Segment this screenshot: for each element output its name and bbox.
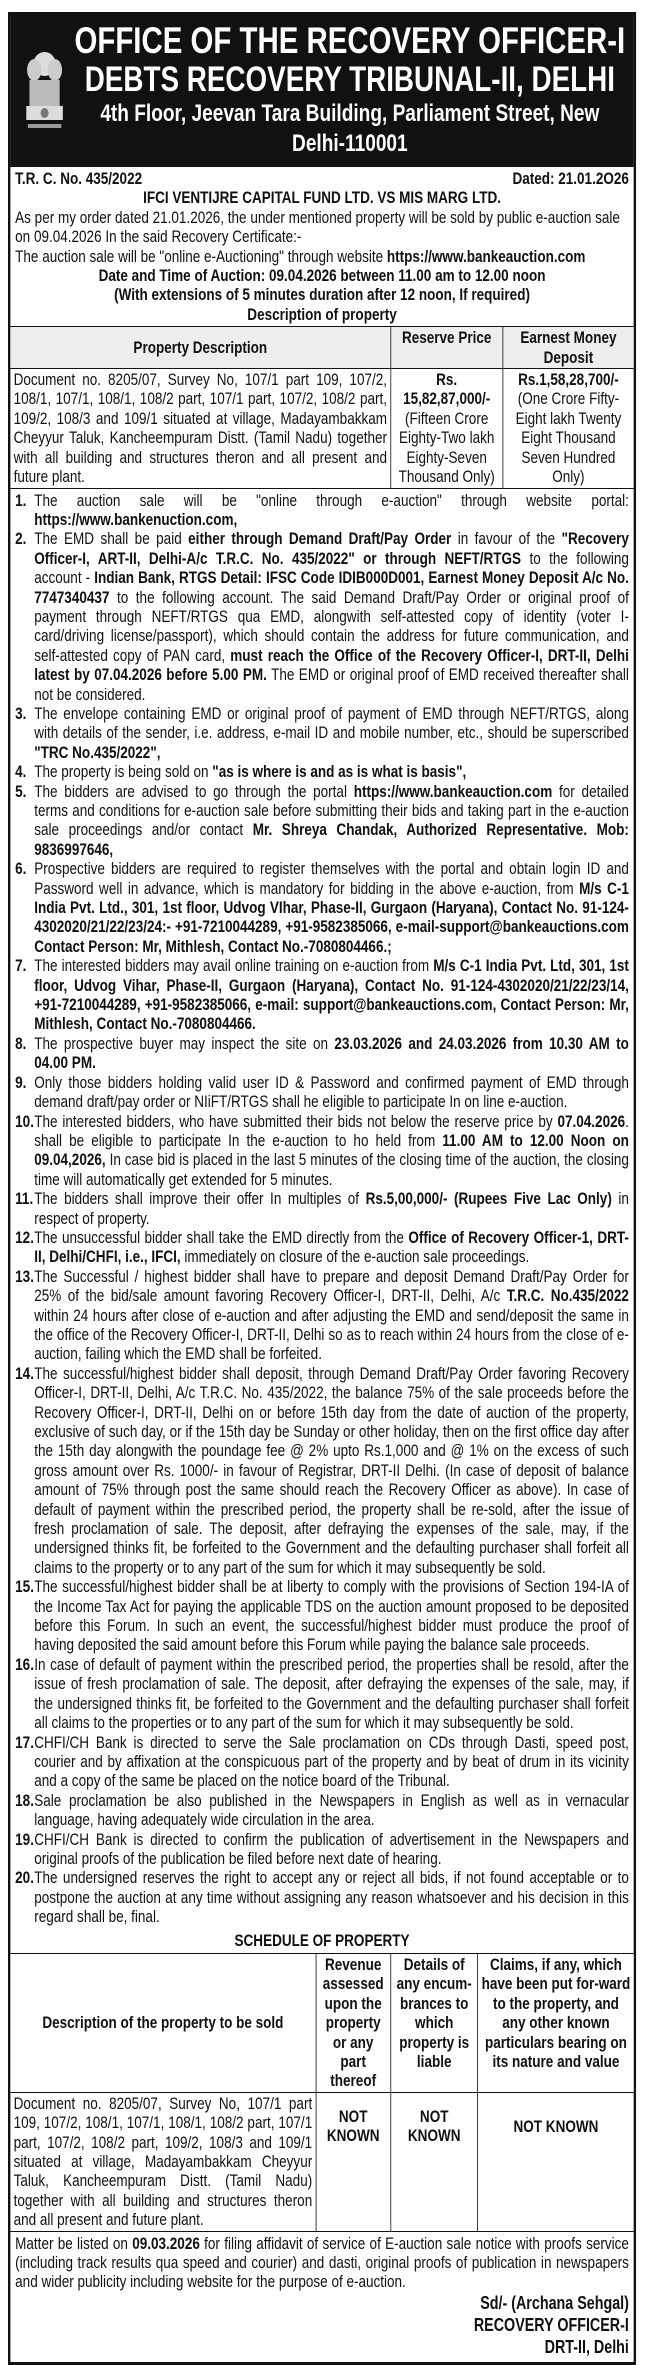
property-description: Document no. 8205/07, Survey No, 107/1 part 109, 107/2, 108/1, 107/1, 108/1, 108/2 part, 107/1 part, 107/2, 108/2 part, 109/2, 108/3 and 109/1 situated at village, Madayambakkam Cheyyur Taluk, Kancheempuram Distt. (Tamil Nadu) together with all building and structures theron and all present and future plant.	[10, 369, 390, 488]
term-text-segment: CHFI/CH Bank is directed to serve the Sale proclamation on CDs through Dasti, speed post, courier and by affixation at the conspicuous part of the property and by beat of drum in its vicinity and a copy of the same be placed on the notice board of the Tribunal.	[34, 1732, 629, 1791]
reserve-amount: Rs. 15,82,87,000/-	[403, 370, 491, 409]
earnest-money	[503, 369, 634, 488]
term-text	[34, 1364, 629, 1577]
term-number: 15.	[15, 1577, 34, 1597]
term-text	[34, 859, 629, 956]
term-text-segment: in respect of property.	[34, 1189, 629, 1228]
footer-note	[10, 2232, 633, 2362]
term-number: 17.	[15, 1732, 34, 1752]
tribunal-title: DEBTS RECOVERY TRIBUNAL-II, DELHI	[84, 60, 615, 99]
term-item	[15, 491, 629, 530]
term-text-segment: The bidders are advised to go through the portal	[34, 781, 354, 801]
description-heading: Description of property	[247, 304, 397, 324]
term-text	[34, 762, 629, 781]
term-number: 6.	[15, 859, 27, 879]
term-text	[34, 1228, 629, 1267]
term-item	[15, 782, 629, 860]
term-text	[34, 704, 629, 762]
term-text	[34, 1791, 629, 1830]
term-item	[15, 1791, 629, 1830]
term-item	[15, 1830, 629, 1869]
term-text	[34, 1073, 629, 1112]
term-item	[15, 1034, 629, 1073]
signatory-designation: RECOVERY OFFICER-I	[473, 2314, 629, 2335]
term-text	[34, 1655, 629, 1733]
footer-prefix: Matter be listed on	[15, 2233, 133, 2253]
term-text-bold: M/s C-1 India Pvt. Ltd, 301, 1st floor, Udvog Vihar, Phase-II, Gurgaon (Haryana), Contact No. 91-124-4302020/21/22/23/14, +91-7210044289, +91-9582385066, e-mail: support@bankeauctions.com, Contact Person: Mr, Mithlesh, Contact No.-7080804466.	[34, 956, 629, 1034]
term-text-segment: CHFI/CH Bank is directed to confirm the publication of advertisement in the Newspapers and original proofs of the publication be filed before next date of hearing.	[34, 1829, 629, 1868]
term-text-bold: "as is where is and as is what is basis",	[212, 762, 467, 782]
term-text-segment: to the following account. The said Demand Draft/Pay Order or original proof of payment through NEFT/RTGS qua EMD, alongwith self-attested copy of identity (voter I-card/driving license/passport), which should contain the address for future communication, and self-attested copy of PAN card,	[34, 587, 629, 665]
term-item	[15, 1733, 629, 1791]
property-table	[10, 326, 633, 488]
term-item	[15, 1364, 629, 1577]
term-text-segment: In case of default of payment within the prescribed period, the properties shall be resold, after the issue of fresh proclamation of sale. The deposit, after defraying the expenses of the sale, may, if the undersigned thinks fit, be forfeited to the Government and the defaulting purchaser shall forfeit all claims to the properties or to any part of the sum for which it may subsequently be sold.	[34, 1654, 629, 1733]
term-text-segment: The auction sale will be "online through e-auction" through website portal:	[34, 490, 629, 510]
term-text-segment: Sale proclamation be also published in the Newspapers in English as well as in vernacular language, having adequately wide circulation in the area.	[34, 1790, 629, 1830]
term-text-segment: within 24 hours after close of e-auction and after adjusting the EMD and send/deposit the same in the office of the Recovery Officer-I, DRT-II, Delhi so as to reach within 24 hours from the close of e-auction, failing which the EMD shall be forfeited.	[34, 1305, 629, 1364]
term-number: 2.	[15, 529, 27, 549]
online-prefix: The auction sale will be "online e-Auctioning" through website	[15, 246, 387, 266]
notice-date: Dated: 21.01.2O26	[512, 169, 629, 188]
term-text-segment: The interested bidders may avail online training on e-auction from	[34, 956, 434, 976]
term-text-segment: for detailed terms and conditions for e-auction sale before submitting their bids and taking part in the e-auction sale proceedings and/or contact	[34, 781, 629, 840]
term-number: 11.	[15, 1189, 34, 1209]
term-text-bold: "Recovery Officer-I, ART-II, Delhi-A/c T.R.C. No. 435/2022" or through NEFT/RTGS	[34, 529, 629, 568]
term-text-bold: either through Demand Draft/Pay Order	[188, 529, 452, 549]
term-text-segment: immediately on closure of the e-auction sale proceedings.	[180, 1247, 530, 1267]
term-number: 14.	[15, 1363, 34, 1383]
term-text	[34, 1112, 629, 1190]
notice-meta	[10, 167, 633, 326]
term-item	[15, 1112, 629, 1190]
office-title: OFFICE OF THE RECOVERY OFFICER-I	[74, 20, 626, 61]
term-item	[15, 1655, 629, 1733]
term-text	[34, 1034, 629, 1073]
signature: Sd/- (Archana Sehgal)	[480, 2292, 629, 2313]
term-text-bold: must reach the Office of the Recovery Officer-I, DRT-II, Delhi latest by 07.04.2026 before 5.00 PM.	[34, 645, 629, 685]
online-auction-text	[15, 247, 629, 266]
auction-datetime: Date and Time of Auction: 09.04.2026 between 11.00 am to 12.00 noon	[98, 266, 546, 286]
terms-list	[10, 489, 633, 1927]
schedule-table	[10, 1953, 633, 2232]
auction-website-link[interactable]: https://www.bankeauction.com	[386, 246, 586, 266]
term-number: 10.	[15, 1111, 34, 1131]
term-number: 9.	[15, 1072, 27, 1092]
term-text-segment: The EMD or original proof of EMD received thereafter shall not be considered.	[34, 665, 629, 704]
footer-suffix: for filing affidavit of service of E-auction sale notice with proofs service (including track results qua speed and courier) and dasti, original proofs of publication in newspapers and wider publicity including website for the purpose of e-auction.	[15, 2233, 629, 2292]
term-text	[34, 1733, 629, 1791]
col-property-description: Property Description	[10, 327, 390, 369]
national-emblem-icon	[17, 46, 73, 134]
notice-header	[10, 15, 633, 167]
term-text-bold: https://www.bankenuction.com,	[34, 509, 238, 529]
term-text-segment: in favour of the	[451, 529, 562, 549]
term-text-bold: Office of Recovery Officer-1, DRT-II, Delhi/CHFI, i.e., IFCI,	[34, 1227, 629, 1267]
term-number: 12.	[15, 1227, 34, 1247]
term-text	[34, 1868, 629, 1926]
term-text-segment: Only those bidders holding valid user ID & Password and confirmed payment of EMD through demand draft/pay order or NIiFT/RTGS shall he eligible to participate In on line e-auction.	[34, 1072, 629, 1112]
term-text-segment: The bidders shall improve their offer In multiples of	[34, 1189, 366, 1209]
term-item	[15, 1073, 629, 1112]
term-number: 19.	[15, 1829, 34, 1849]
intro-text: As per my order dated 21.01.2026, the under mentioned property will be sold by public e-auction sale on 09.04.2026 In the said Recovery Certificate:-	[15, 207, 620, 247]
col-schedule-description: Description of the property to be sold	[10, 1953, 315, 2092]
term-item	[15, 529, 629, 704]
term-text-segment: . shall be eligible to participate In the e-auction to ho held from	[34, 1111, 629, 1150]
term-text-bold: https://www.bankeauction.com	[353, 781, 553, 801]
emd-words: (One Crore Fifty-Eight lakh Twenty Eight Thousand Seven Hundred Only)	[515, 389, 622, 487]
term-item	[15, 1267, 629, 1364]
auction-extension: (With extensions of 5 minutes duration after 12 noon, If required)	[114, 285, 530, 305]
term-text-segment: The unsuccessful bidder shall take the EMD directly from the	[34, 1227, 409, 1247]
term-item	[15, 1577, 629, 1655]
term-text-bold: Mr. Shreya Chandak, Authorized Representative. Mob: 9836997646,	[34, 820, 629, 859]
office-address: 4th Floor, Jeevan Tara Building, Parliament Street, New Delhi-110001	[100, 100, 600, 157]
term-text-segment: The undersigned reserves the right to accept any or reject all bids, if not found acceptable or to postpone the auction at any time without assigning any reason whatsoever and his decision in this regard shall be, final.	[34, 1868, 629, 1927]
term-text	[34, 782, 629, 860]
term-text-segment: The successful/highest bidder shall deposit, through Demand Draft/Pay Order favoring Recovery Officer-I, DRT-II, Delhi, A/c T.R.C. No. 435/2022, the balance 75% of the sale proceeds before the Recovery Officer-I, DRT-II, Delhi on or before 15th day from the date of auction of the property, exclusive of such day, or if the 15th day be Sunday or other holiday, then on the first office day after the 15th day alongwith the poundage fee @ 2% upto Rs.1,000 and @ 1% on the excess of such gross amount over Rs. 1000/- in favour of Registrar, DRT-II Delhi. (In case of deposit of balance amount of 75% through post the same should reach the Recovery Officer as above). In case of default of payment within the prescribed period, the property shall be re-sold, after the issue of fresh proclamation of sale. The deposit, after defraying the expenses of the sale, may, if the undersigned thinks fit, be forfeited to the Government and the defaulting purchaser shall forfeit all claims to the property or to any part of the sum for which it may subsequently be sold.	[34, 1363, 629, 1577]
trc-number: T.R. C. No. 435/2022	[15, 169, 143, 188]
case-parties: IFCI VENTIJRE CAPITAL FUND LTD. VS MIS MARG LTD.	[143, 188, 501, 208]
reserve-price	[391, 369, 503, 488]
schedule-revenue: NOT KNOWN	[316, 2092, 391, 2231]
term-text-segment: The prospective buyer may inspect the site on	[34, 1033, 335, 1053]
term-item	[15, 704, 629, 762]
term-text-bold: "TRC No.435/2022",	[34, 742, 161, 762]
term-number: 18.	[15, 1790, 34, 1810]
term-number: 4.	[15, 762, 27, 782]
term-text-bold: T.R.C. No.435/2022	[506, 1286, 629, 1306]
term-text-segment: The EMD shall be paid	[34, 529, 189, 549]
term-text	[34, 1267, 629, 1364]
col-revenue: Revenue assessed upon the property or any part thereof	[316, 1953, 391, 2092]
term-item	[15, 956, 629, 1034]
signatory-office: DRT-II, Delhi	[544, 2336, 629, 2357]
sale-notice	[8, 12, 636, 2365]
term-text	[34, 529, 629, 704]
schedule-title: SCHEDULE OF PROPERTY	[234, 1930, 410, 1950]
term-text-segment: In case bid is placed in the last 5 minutes of the closing time of the auction, the closing time will automatically get extended for 5 minutes.	[34, 1150, 629, 1189]
term-text-segment: The interested bidders, who have submitted their bids not below the reserve price by	[34, 1111, 558, 1131]
term-number: 20.	[15, 1868, 34, 1888]
term-number: 8.	[15, 1033, 27, 1053]
term-text	[34, 1189, 629, 1228]
term-text-bold: 23.03.2026 and 24.03.2026 from 10.30 AM to 04.00 PM.	[34, 1033, 629, 1073]
term-text	[34, 491, 629, 530]
term-text-bold: 07.04.2026	[557, 1111, 626, 1131]
term-item	[15, 762, 629, 781]
term-text	[34, 1577, 629, 1655]
term-text-segment: The successful/highest bidder shall be at liberty to comply with the provisions of Section 194-IA of the Income Tax Act for paying the applicable TDS on the auction amount proposed to be deposited before this Forum. In such an event, the successful/highest bidder must produce the proof of having deposited the said amount before this Forum while paying the balance sale proceeds.	[34, 1577, 629, 1655]
term-number: 5.	[15, 781, 27, 801]
term-item	[15, 1868, 629, 1926]
schedule-encumbrances: NOT KNOWN	[391, 2092, 478, 2231]
term-text-segment: The property is being sold on	[34, 762, 213, 782]
term-text-bold: Rs.5,00,000/- (Rupees Five Lac Only)	[365, 1189, 612, 1209]
term-number: 16.	[15, 1654, 34, 1674]
term-item	[15, 1228, 629, 1267]
schedule-claims: NOT KNOWN	[478, 2092, 634, 2231]
term-text	[34, 1830, 629, 1869]
col-claims: Claims, if any, which have been put for-ward to the property, and any other known particulars bearing on its nature and value	[478, 1953, 634, 2092]
term-text-segment: to the following account -	[34, 548, 629, 588]
col-earnest-money: Earnest Money Deposit	[503, 327, 634, 369]
emd-amount: Rs.1,58,28,700/-	[518, 370, 619, 390]
term-number: 7.	[15, 956, 27, 976]
term-text-bold: 11.00 AM to 12.00 Noon on 09.04,2026,	[34, 1130, 629, 1170]
schedule-description: Document no. 8205/07, Survey No, 107/1 part 109, 107/2, 108/1, 107/1, 108/1, 108/2 part, 107/1 part, 107/2, 108/2 part, 109/2, 108/3 and 109/1 situated at village, Madayambakkam Cheyyur Taluk, Kancheempuram Distt. (Tamil Nadu) together with all building and structures theron and all present and future plant.	[10, 2092, 315, 2231]
term-number: 3.	[15, 703, 27, 723]
term-text-segment: The envelope containing EMD or original proof of payment of EMD through NEFT/RTGS, along with details of the sender, i.e. address, e-mail ID and mobile number, etc., should be superscribed	[34, 703, 629, 743]
term-item	[15, 859, 629, 956]
col-encumbrances: Details of any encum-brances to which property is liable	[391, 1953, 478, 2092]
term-text-segment: Prospective bidders are required to register themselves with the portal and obtain login ID and Password well in advance, which is mandatory for bidding in the above e-auction, from	[34, 859, 629, 898]
term-text	[34, 956, 629, 1034]
term-number: 13.	[15, 1266, 34, 1286]
col-reserve-price: Reserve Price	[391, 327, 503, 369]
term-text-bold: Indian Bank, RTGS Detail: IFSC Code IDIB000D001, Earnest Money Deposit A/c No. 7747340437	[34, 568, 629, 607]
term-number: 1.	[15, 490, 27, 510]
reserve-words: (Fifteen Crore Eighty-Two lakh Eighty-Seven Thousand Only)	[398, 408, 495, 487]
term-text-segment: The Successful / highest bidder shall have to prepare and deposit Demand Draft/Pay Order for 25% of the bid/sale amount favoring Recovery Officer-I, DRT-II, Delhi, A/c	[34, 1266, 629, 1306]
listing-date: 09.03.2026	[132, 2233, 200, 2253]
term-item	[15, 1189, 629, 1228]
term-text-bold: M/s C-1 India Pvt. Ltd., 301, 1st floor, Udvog VIhar, Phase-II, Gurgaon (Haryana), Contact No. 91-124-4302020/21/22/23/24:- +91-7210044289, +91-9582385066, e-mail-support@bankeauctions.com Contact Person: Mr, Mithlesh, Contact No.-7080804466.;	[34, 878, 629, 956]
